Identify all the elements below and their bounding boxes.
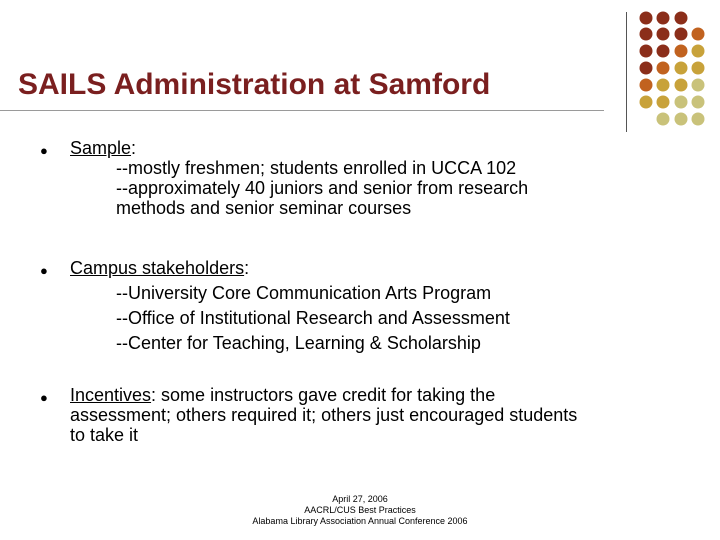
bullet-dot-icon: ● — [40, 390, 48, 405]
decorative-dot — [640, 96, 653, 109]
decorative-dot — [657, 45, 670, 58]
decorative-dot — [675, 113, 688, 126]
decorative-dot — [692, 96, 705, 109]
stakeholders-heading-suffix: : — [244, 258, 250, 278]
decorative-dot — [675, 28, 688, 41]
vertical-divider — [626, 12, 627, 132]
decorative-dot — [657, 12, 670, 25]
stakeholders-line-3: --Center for Teaching, Learning & Scholarship — [116, 333, 481, 353]
bullet-stakeholders — [70, 258, 510, 353]
bullet-sample — [70, 138, 528, 218]
incentives-text-3: to take it — [70, 425, 139, 445]
bullet-dot-icon: ● — [40, 143, 48, 158]
decorative-dot — [675, 12, 688, 25]
sample-heading-suffix: : — [131, 138, 137, 158]
slide-footer — [0, 494, 720, 527]
stakeholders-line-2: --Office of Institutional Research and Assessment — [116, 308, 510, 328]
sample-heading: Sample — [70, 138, 132, 158]
footer-date: April 27, 2006 — [332, 494, 388, 504]
decorative-dot — [675, 62, 688, 75]
decorative-dot — [692, 79, 705, 92]
decorative-dot — [657, 28, 670, 41]
decorative-dot — [657, 79, 670, 92]
stakeholders-line-1: --University Core Communication Arts Program — [116, 283, 492, 303]
sample-line-1: --mostly freshmen; students enrolled in UCCA 102 — [116, 158, 517, 178]
decorative-dot — [657, 96, 670, 109]
decorative-dot — [640, 62, 653, 75]
incentives-heading: Incentives — [70, 385, 152, 405]
decorative-dot — [692, 28, 705, 41]
decorative-dot — [640, 45, 653, 58]
bullet-incentives — [70, 385, 577, 445]
decorative-dot — [657, 113, 670, 126]
decorative-dot — [675, 45, 688, 58]
footer-line-3: Alabama Library Association Annual Conference 2006 — [252, 516, 468, 526]
decorative-dot — [692, 62, 705, 75]
decorative-dot — [692, 45, 705, 58]
decorative-dot — [692, 113, 705, 126]
stakeholders-heading: Campus stakeholders — [70, 258, 245, 278]
decorative-dot — [640, 79, 653, 92]
decorative-dot — [675, 96, 688, 109]
slide-title: SAILS Administration at Samford — [18, 68, 491, 101]
sample-line-2: --approximately 40 juniors and senior from research — [116, 178, 529, 198]
sample-line-3: methods and senior seminar courses — [116, 198, 412, 218]
incentives-text-2: assessment; others required it; others just encouraged students — [70, 405, 578, 425]
incentives-text-1: : some instructors gave credit for taking the — [151, 385, 496, 405]
title-underline — [0, 110, 604, 111]
bullet-dot-icon: ● — [40, 263, 48, 278]
decorative-dot — [640, 28, 653, 41]
decorative-dot — [640, 12, 653, 25]
footer-line-2: AACRL/CUS Best Practices — [304, 505, 416, 515]
decorative-dot — [657, 62, 670, 75]
decorative-dot — [675, 79, 688, 92]
